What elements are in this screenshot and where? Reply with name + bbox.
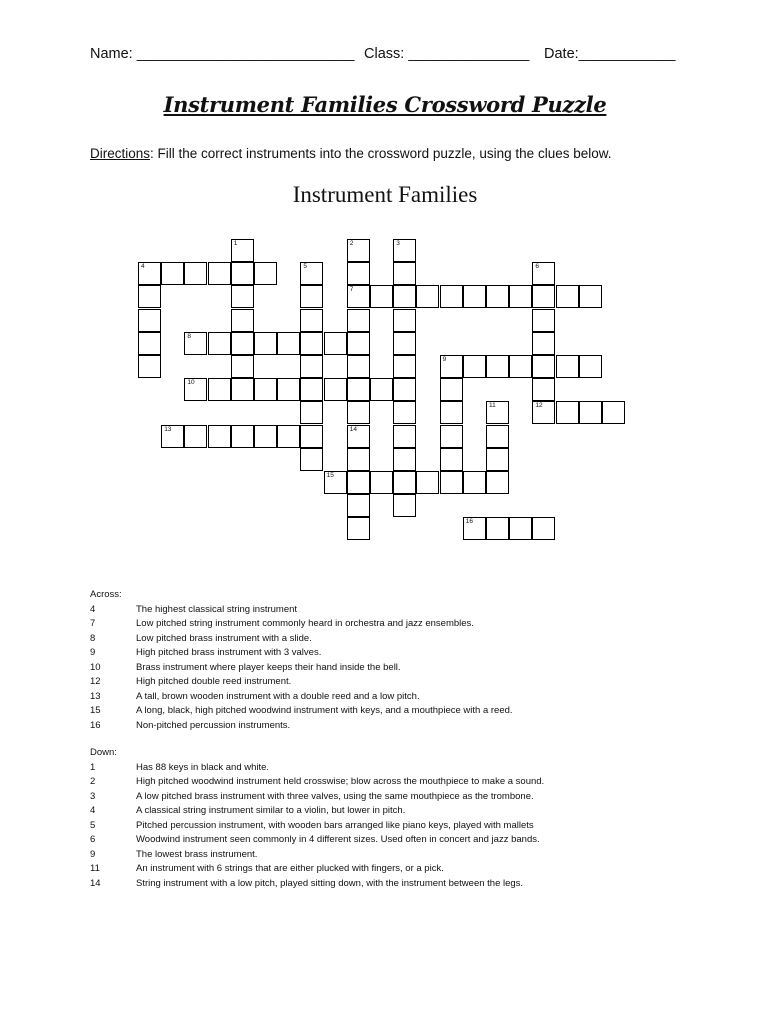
clue-text: A classical string instrument similar to a violin, but lower in pitch. xyxy=(136,805,406,816)
clue-text: A tall, brown wooden instrument with a double reed and a low pitch. xyxy=(136,690,420,702)
crossword-cell[interactable] xyxy=(347,332,370,355)
down-clue xyxy=(90,790,534,805)
clue-num: 1 xyxy=(90,761,96,773)
across-clue xyxy=(90,632,312,647)
crossword-cell[interactable] xyxy=(300,378,323,401)
crossword-cell[interactable] xyxy=(509,285,532,308)
crossword-cell[interactable] xyxy=(138,332,161,355)
crossword-cell[interactable] xyxy=(393,355,416,378)
crossword-cell[interactable] xyxy=(463,285,486,308)
crossword-cell[interactable] xyxy=(347,494,370,517)
crossword-cell[interactable] xyxy=(532,309,555,332)
crossword-cell[interactable] xyxy=(579,285,602,308)
crossword-cell[interactable] xyxy=(486,401,509,424)
crossword-cell[interactable] xyxy=(347,517,370,540)
crossword-cell[interactable] xyxy=(208,262,231,285)
clue-text: An instrument with 6 strings that are either plucked with fingers, or a pick. xyxy=(136,863,444,874)
crossword-cell[interactable] xyxy=(231,332,254,355)
down-clue xyxy=(90,761,270,776)
clue-text: A long, black, high pitched woodwind instrument with keys, and a mouthpiece with a reed. xyxy=(136,705,513,716)
down-clue xyxy=(90,877,524,892)
crossword-cell[interactable] xyxy=(393,309,416,332)
clue-number: 1 xyxy=(233,240,238,247)
crossword-cell[interactable] xyxy=(347,471,370,494)
crossword-cell[interactable] xyxy=(254,332,277,355)
crossword-cell[interactable] xyxy=(486,517,509,540)
crossword-cell[interactable] xyxy=(324,378,347,401)
clue-number: 16 xyxy=(465,518,474,526)
clue-text: Low pitched string instrument commonly heard in orchestra and jazz ensembles. xyxy=(136,618,474,629)
down-heading: Down: xyxy=(90,747,117,758)
clue-number: 5 xyxy=(303,263,308,271)
down-clue xyxy=(90,775,545,790)
clue-text: Brass instrument where player keeps their hand inside the bell. xyxy=(136,661,401,673)
crossword-cell[interactable] xyxy=(440,285,463,308)
crossword-cell[interactable] xyxy=(440,448,463,471)
crossword-cell[interactable] xyxy=(602,401,625,424)
crossword-cell[interactable] xyxy=(440,425,463,448)
clue-num: 2 xyxy=(90,776,96,787)
crossword-cell[interactable] xyxy=(532,355,555,378)
crossword-cell[interactable] xyxy=(393,332,416,355)
crossword-cell[interactable] xyxy=(347,355,370,378)
clue-number: 14 xyxy=(349,425,358,433)
crossword-cell[interactable] xyxy=(184,332,207,355)
crossword-cell[interactable] xyxy=(231,309,254,332)
clue-text: Has 88 keys in black and white. xyxy=(136,761,270,773)
crossword-cell[interactable] xyxy=(532,332,555,355)
crossword-cell[interactable] xyxy=(556,401,579,424)
clue-text: Woodwind instrument seen commonly in 4 different sizes. Used often in concert and jazz bands. xyxy=(136,834,540,845)
clue-num: 12 xyxy=(90,676,101,687)
clue-num: 5 xyxy=(90,819,96,831)
crossword-cell[interactable] xyxy=(347,425,370,448)
crossword-cell[interactable] xyxy=(416,471,439,494)
crossword-cell[interactable] xyxy=(254,262,277,285)
clue-num: 3 xyxy=(90,790,96,802)
crossword-cell[interactable] xyxy=(300,355,323,378)
crossword-cell[interactable] xyxy=(277,378,300,401)
crossword-cell[interactable] xyxy=(416,285,439,308)
crossword-cell[interactable] xyxy=(347,262,370,285)
crossword-cell[interactable] xyxy=(300,262,323,285)
clue-num: 9 xyxy=(90,848,96,860)
clue-num: 15 xyxy=(90,705,101,716)
directions-label: Directions xyxy=(90,146,151,161)
crossword-cell[interactable] xyxy=(440,401,463,424)
crossword-cell[interactable] xyxy=(393,262,416,285)
date-field[interactable]: Date:____________ xyxy=(544,46,676,62)
crossword-cell[interactable] xyxy=(138,285,161,308)
clue-text: The lowest brass instrument. xyxy=(136,848,258,860)
crossword-cell[interactable] xyxy=(208,332,231,355)
clue-text: Non-pitched percussion instruments. xyxy=(136,719,291,731)
name-field[interactable]: Name: ___________________________ xyxy=(90,46,355,62)
crossword-cell[interactable] xyxy=(138,262,161,285)
crossword-cell[interactable] xyxy=(254,425,277,448)
down-clues xyxy=(90,746,545,891)
crossword-cell[interactable] xyxy=(393,471,416,494)
crossword-cell[interactable] xyxy=(509,355,532,378)
puzzle-heading: Instrument Families xyxy=(292,182,478,207)
crossword-cell[interactable] xyxy=(393,448,416,471)
down-clue xyxy=(90,848,258,863)
clue-number: 2 xyxy=(349,240,354,247)
crossword-cell[interactable] xyxy=(277,332,300,355)
clue-text: Pitched percussion instrument, with wooden bars arranged like piano keys, played with mallets xyxy=(136,819,534,831)
crossword-cell[interactable] xyxy=(324,332,347,355)
crossword-cell[interactable] xyxy=(486,448,509,471)
crossword-cell[interactable] xyxy=(393,378,416,401)
across-clue xyxy=(90,646,322,661)
clue-num: 9 xyxy=(90,647,96,658)
across-heading: Across: xyxy=(90,589,122,600)
crossword-cell[interactable] xyxy=(393,425,416,448)
crossword-cell[interactable] xyxy=(138,309,161,332)
crossword-cell[interactable] xyxy=(347,448,370,471)
clue-num: 16 xyxy=(90,719,101,731)
crossword-cell[interactable] xyxy=(300,285,323,308)
clue-text: A low pitched brass instrument with three valves, using the same mouthpiece as the trombone. xyxy=(136,790,534,802)
crossword-cell[interactable] xyxy=(277,425,300,448)
crossword-cell[interactable] xyxy=(532,378,555,401)
crossword-cell[interactable] xyxy=(184,378,207,401)
crossword-cell[interactable] xyxy=(556,355,579,378)
crossword-cell[interactable] xyxy=(440,378,463,401)
crossword-cell[interactable] xyxy=(231,425,254,448)
crossword-cell[interactable] xyxy=(300,401,323,424)
crossword-cell[interactable] xyxy=(579,401,602,424)
clue-num: 4 xyxy=(90,603,96,615)
clue-num: 6 xyxy=(90,834,96,845)
crossword-cell[interactable] xyxy=(138,355,161,378)
clue-num: 14 xyxy=(90,877,101,889)
clue-num: 7 xyxy=(90,618,96,629)
crossword-cell[interactable] xyxy=(208,378,231,401)
crossword-cell[interactable] xyxy=(324,471,347,494)
clue-number: 8 xyxy=(187,332,192,340)
across-clue xyxy=(90,719,291,734)
down-clue xyxy=(90,819,534,834)
class-field[interactable]: Class: _______________ xyxy=(364,46,530,62)
crossword-cell[interactable] xyxy=(231,355,254,378)
crossword-cell[interactable] xyxy=(393,401,416,424)
crossword-cell[interactable] xyxy=(532,401,555,424)
crossword-cell[interactable] xyxy=(300,425,323,448)
crossword-cell[interactable] xyxy=(532,285,555,308)
down-clue xyxy=(90,833,540,848)
crossword-cell[interactable] xyxy=(347,401,370,424)
clue-number: 4 xyxy=(141,263,145,271)
clue-number: 6 xyxy=(535,263,540,271)
crossword-cell[interactable] xyxy=(347,309,370,332)
clue-num: 4 xyxy=(90,805,96,816)
crossword-cell[interactable] xyxy=(370,471,393,494)
crossword-cell[interactable] xyxy=(231,239,254,262)
directions-text: : Fill the correct instruments into the crossword puzzle, using the clues below. xyxy=(150,146,612,161)
crossword-cell[interactable] xyxy=(509,517,532,540)
crossword-cell[interactable] xyxy=(347,239,370,262)
crossword-cell[interactable] xyxy=(370,378,393,401)
worksheet-title: Instrument Families Crossword Puzzle xyxy=(163,92,607,117)
crossword-cell[interactable] xyxy=(440,471,463,494)
crossword-cell[interactable] xyxy=(532,517,555,540)
crossword-cell[interactable] xyxy=(532,262,555,285)
clue-num: 10 xyxy=(90,661,101,673)
crossword-cell[interactable] xyxy=(184,425,207,448)
clue-text: The highest classical string instrument xyxy=(136,603,298,615)
crossword-cell[interactable] xyxy=(300,448,323,471)
clue-number: 9 xyxy=(442,356,447,363)
clue-text: String instrument with a low pitch, played sitting down, with the instrument between the legs. xyxy=(136,877,524,889)
crossword-cell[interactable] xyxy=(300,309,323,332)
crossword-cell[interactable] xyxy=(184,262,207,285)
clue-number: 10 xyxy=(187,379,195,387)
down-clue xyxy=(90,862,444,877)
across-clue xyxy=(90,704,513,719)
crossword-cell[interactable] xyxy=(208,425,231,448)
clue-number: 13 xyxy=(164,425,172,433)
directions xyxy=(90,146,612,161)
header-line xyxy=(0,46,770,66)
across-clue xyxy=(90,603,298,618)
crossword-cell[interactable] xyxy=(370,285,393,308)
crossword-cell[interactable] xyxy=(486,355,509,378)
crossword-cell[interactable] xyxy=(393,494,416,517)
crossword-cell[interactable] xyxy=(393,285,416,308)
down-clue xyxy=(90,804,406,819)
crossword-cell[interactable] xyxy=(579,355,602,378)
crossword-cell[interactable] xyxy=(161,425,184,448)
crossword-cell[interactable] xyxy=(300,332,323,355)
clue-text: High pitched brass instrument with 3 valves. xyxy=(136,647,322,658)
crossword-cell[interactable] xyxy=(254,378,277,401)
crossword-cell[interactable] xyxy=(231,285,254,308)
clue-num: 11 xyxy=(90,863,100,874)
clue-number: 12 xyxy=(535,402,543,410)
crossword-cell[interactable] xyxy=(231,378,254,401)
crossword-cell[interactable] xyxy=(347,285,370,308)
crossword-cell[interactable] xyxy=(486,425,509,448)
clue-text: Low pitched brass instrument with a slide. xyxy=(136,632,312,644)
crossword-cell[interactable] xyxy=(440,355,463,378)
clue-num: 8 xyxy=(90,632,96,644)
clue-number: 3 xyxy=(396,240,400,247)
clue-text: High pitched woodwind instrument held crosswise; blow across the mouthpiece to make a sound. xyxy=(136,776,545,787)
crossword-cell[interactable] xyxy=(393,239,416,262)
crossword-cell[interactable] xyxy=(463,517,486,540)
clue-num: 13 xyxy=(90,690,101,702)
across-clue xyxy=(90,661,401,676)
across-clue xyxy=(90,675,292,690)
across-clue xyxy=(90,690,420,705)
crossword-cell[interactable] xyxy=(347,378,370,401)
crossword-cell[interactable] xyxy=(231,262,254,285)
crossword-cell[interactable] xyxy=(463,355,486,378)
across-clues xyxy=(90,588,513,733)
clue-number: 15 xyxy=(326,472,334,479)
across-clue xyxy=(90,617,474,632)
clue-number: 7 xyxy=(349,286,354,294)
crossword-cell[interactable] xyxy=(161,262,184,285)
crossword-cell[interactable] xyxy=(556,285,579,308)
clue-number: 11 xyxy=(489,402,496,410)
crossword-cell[interactable] xyxy=(463,471,486,494)
crossword-cell[interactable] xyxy=(486,285,509,308)
crossword-cell[interactable] xyxy=(486,471,509,494)
clue-text: High pitched double reed instrument. xyxy=(136,676,292,687)
